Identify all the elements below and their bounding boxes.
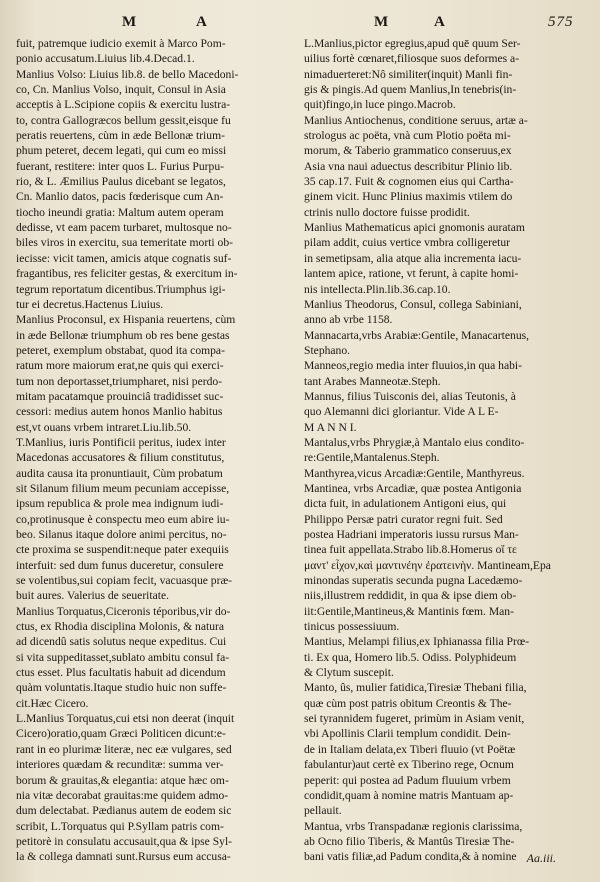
running-head-right-m: M [374,14,390,30]
text-line: Asia vna naui aduectus describitur Plinio lib. [304,159,513,173]
text-line: condidit,quam à nomine matris Mantuam ap- [304,788,514,802]
running-head-left-m: M [122,14,138,30]
text-line: cte proxima se suspendit:neque pater exequiis [16,543,229,557]
text-line: morum, & Taberio grammatico conseruus,ex [304,144,512,158]
text-line: M A N N I. [304,420,357,434]
text-line: mitam pacatamque prouinciâ tradidisset suc- [16,389,224,403]
running-head-right-a: A [434,14,446,30]
text-line: Manthyrea,vicus Arcadiæ:Gentile, Manthyreus. [304,466,525,480]
text-line: petitorè in consulatu accusauit,qua & ipse Syl- [16,834,233,848]
text-line: lantem apice, ratione, vt ferunt, à capite homi- [304,267,519,281]
text-line: re:Gentile,Mantalenus.Steph. [304,451,440,465]
text-line: ginem vicit. Hunc Plinius maximis vtilem do [304,190,513,204]
text-line: Mantius, Melampi filius,ex Iphianassa filia Prœ- [304,635,530,649]
text-line: 35 cap.17. Fuit & cognomen eius qui Cartha- [304,175,514,189]
text-line: biles viros in exercitu, sua temeritate morti ob- [16,236,233,250]
text-line: T.Manlius, iuris Pontificii peritus, iudex inter [16,435,226,449]
text-line: L.Manlius,pictor egregius,apud quē quum Ser- [304,37,521,50]
text-line: tur ei decretus.Hactenus Liuius. [16,297,164,311]
text-line: beo. Silanus itaque dolore animi percitus, no- [16,528,227,541]
text-line: vbi Apollinis Clarii templum condidit. Dein- [304,727,511,741]
text-line: si vita suppeditasset,sublato ambitu consul fa- [16,650,230,664]
text-line: fabulantur)aut certè ex Tiberino rege, Ocnum [304,758,514,772]
text-line: quo Alemanni dici gloriantur. Vide A L E- [304,405,499,419]
text-line: dicta fuit, in adulationem Antigoni eius, qui [304,497,507,511]
text-line: in æde Bellonæ triumphum ob res bene gestas [16,328,230,342]
text-line: sei tyrannidem fugeret, primùm in Asiam venit, [304,712,525,726]
text-line: L.Manlius Torquatus,cui etsi non deerat (inquit [16,712,235,726]
text-line: Cn. Manlio datos, pacis fœderisque cum An- [16,190,224,204]
text-line: tinea fuit appellata.Strabo lib.8.Homerus οἵ τε [304,543,517,557]
text-line: cit.Hæc Cicero. [16,696,89,710]
text-line: ponio accusatum.Liuius lib.4.Decad.1. [16,52,195,66]
text-line: quæ cùm post patris obitum Creontis & The- [304,696,512,710]
text-line: cessori: medius autem honos Manlio habitus [16,405,223,419]
text-line: audita causa ita pronuntiauit, Cùm probatum [16,466,223,480]
text-line: Manlius Volso: Liuius lib.8. de bello Macedoni- [16,67,239,81]
text-line: pellauit. [304,804,342,818]
text-line: sit Silanum filium meum pecuniam accepisse, [16,481,230,495]
text-line: nimaduerteret:Nô similiter(inquit) Manli fin- [304,67,513,81]
text-line: anno ab vrbe 1158. [304,313,393,327]
text-line: Manlius Torquatus,Ciceronis téporibus,vir do- [16,604,231,618]
text-line: se volentibus,sui copiam fecit, vacuasque præ- [16,574,233,588]
text-line: interfuit: sed dum funus duceretur, consulere [16,558,224,572]
text-line: dedisse, vt eam pacem turbaret, multosque no- [16,221,232,235]
text-line: ctus esset. Plus facultatis habuit ad dicendum [16,666,226,680]
text-line: ab Ocno filio Tiberis, & Mantûs Tiresiæ The- [304,834,515,848]
text-line: iit:Gentile,Mantineus,& Mantinis fœm. Man- [304,604,514,618]
page-number: 575 [548,14,574,30]
signature-mark: Aa.iii. [526,851,556,865]
text-line: Mannus, filius Tuisconis dei, alias Teutonis, à [304,389,516,403]
text-line: Manlius Theodorus, Consul, collega Sabiniani, [304,297,522,311]
text-line: est,vt ouans vrbem intraret.Liu.lib.50. [16,420,192,434]
text-line: rant in eo plurimæ literæ, nec eæ vulgares, sed [16,742,232,756]
text-line: nia vitæ decorabat grauitas:me quidem admo- [16,788,229,802]
text-line: ad dicendû satis solutus neque expeditus. Cui [16,635,227,649]
text-line: Manneos,regio media inter fluuios,in qua habi- [304,359,522,373]
text-line: Manlius Mathematicus apici gnomonis auratam [304,221,525,235]
text-line: borum & grauitas,& elegantia: atque hæc om- [16,773,229,787]
text-line: rio, & L. Æmilius Paulus dicebant se legatos, [16,175,226,189]
text-line: Manlius Antiochenus, conditione seruus, artæ a- [304,113,528,127]
text-line: Manto, ûs, mulier fatidica,Tiresiæ Thebani filia, [304,681,527,695]
text-line: tum non deportasset,triumpharet, nisi perdo- [16,374,223,388]
text-line: to, contra Gallogræcos bellum gessit,eisque fu [16,113,231,127]
text-line: peperit: qui postea ad Padum fluuium vrbem [304,773,511,787]
text-line: uilius fortè cœnaret,filiosque suos deformes a- [304,52,520,66]
text-line: strologus ac poëta, vnà cum Plotio poëta mi- [304,129,511,143]
text-line: quàm voluntatis.Itaque studio huic non suffe- [16,681,227,695]
text-line: la & collega damnati sunt.Rursus eum accusa- [16,850,231,864]
text-line: Mannacarta,vrbs Arabiæ:Gentile, Manacartenus, [304,328,530,342]
text-line: tant Arabes Manneotæ.Steph. [304,374,441,388]
text-line: scribit, L.Torquatus qui P.Syllam patris com- [16,819,224,833]
text-line: tiocho ineundi gratia: Maltum autem operam [16,205,224,219]
text-line: & Clytum suscepit. [304,666,394,680]
text-line: Cicero)oratio,quam Græci Politicen dicunt:e- [16,727,226,741]
running-head-left-a: A [196,14,208,30]
text-line: Mantalus,vrbs Phrygiæ,à Mantalo eius condito- [304,435,525,449]
text-line: Manlius Proconsul, ex Hispania reuertens, cùm [16,313,236,327]
text-line: quit)fingo,in luce pingo.Macrob. [304,98,456,112]
text-line: Mantinea, vrbs Arcadiæ, quæ postea Antigonia [304,481,522,495]
text-line: co,protinusque è conspectu meo eum abire iu- [16,512,230,526]
text-line: in semetipsam, alia atque alia incrementa iacu- [304,251,522,265]
text-line: minondas superatis secunda pugna Lacedæmo- [304,574,523,588]
text-line: acceptis à L.Scipione copiis & exercitu lustra- [16,98,231,112]
text-line: pilam addit, cuius vertice vmbra colligeretur [304,236,511,250]
text-line: iecisse: vicit tamen, amicis atque cognatis suf- [16,251,232,265]
text-line: de in Italiam delata,ex Tiberi fluuio (vt Poëtæ [304,742,516,756]
text-line: tinicus possessiuum. [304,620,400,634]
text-line: nis intellecta.Plin.lib.36.cap.10. [304,282,451,296]
text-line: dum delectabat. Pædianus autem de eodem sic [16,804,232,818]
text-line: ipsum republica & prole mea indignum iudi- [16,497,224,511]
text-line: ti. Ex qua, Homero lib.5. Odiss. Polyphideum [304,650,517,664]
text-line: peteret, exemplum obstabat, quod ita compa- [16,343,225,357]
text-line: peratis reuertens, cùm in æde Bellonæ trium- [16,129,225,143]
text-line: bani vatis filiæ,ad Padum condita,& à nomine [304,850,517,864]
text-line: Philippo Persæ patri curator regni fuit. Sed [304,512,503,526]
text-line: phum peteret, decem legati, qui cum eo missi [16,144,227,158]
text-line: niis,illustrem reddidit, in qua & ipse diem ob- [304,589,517,603]
text-line: fuerant, restitere: inter quos L. Furius Purpu- [16,159,224,173]
text-line: ctus, ex Rhodia disciplina Molonis, & natura [16,620,225,634]
text-line: fragantibus, res feliciter gestas, & exercitum in- [16,267,238,281]
text-line: Macedonas accusatores & filium constitutus, [16,451,225,465]
text-line: ratum more maiorum erat,ne quis qui exerci- [16,359,224,373]
text-line: gis & pingis.Ad quem Manlius,In tenebris(in- [304,83,517,97]
text-line: postea Hadriani imperatoris iussu rursus Man- [304,528,519,541]
text-line: interiores quædam & recunditæ: summa ver- [16,758,224,772]
text-line: fuit, patremque iudicio exemit à Marco Pom- [16,37,226,50]
text-line: tegrum reportatum dicentibus.Triumphus igi- [16,282,226,296]
text-line: ctrinis nullo doctore fuisse prodidit. [304,205,470,219]
text-line: buit aures. Valerius de seueritate. [16,589,170,603]
text-line: Stephano. [304,343,351,357]
text-line: Mantua, vrbs Transpadanæ regionis clarissima, [304,819,523,833]
text-line: μαντ' εἶχον,καὶ μαντινέην ἐρατεινὴν. Mantineam,Epa [304,558,551,572]
running-head [0,14,600,38]
text-line: co, Cn. Manlius Volso, inquit, Consul in Asia [16,83,226,97]
left-column [16,36,288,864]
